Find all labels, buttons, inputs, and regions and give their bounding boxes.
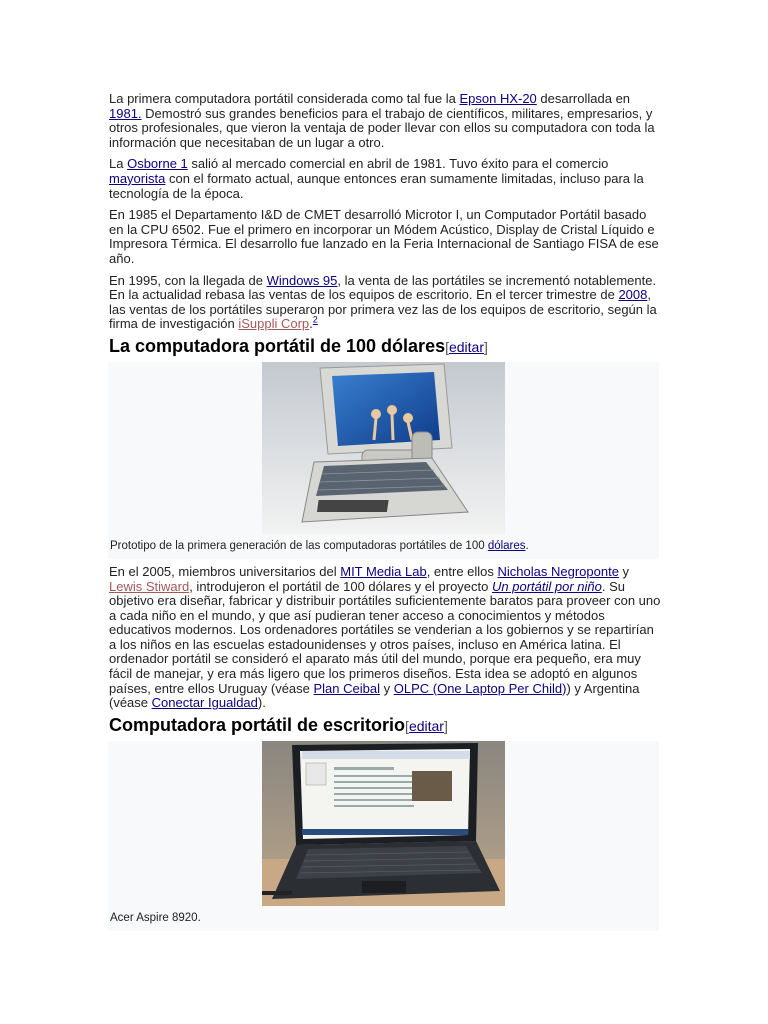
figure-olpc-prototype: [108, 362, 659, 559]
link-osborne-1[interactable]: Osborne 1: [127, 156, 188, 172]
text: con el formato actual, aunque entonces eran sumamente limitadas, incluso para la tecnología de la época.: [109, 170, 644, 201]
section-heading-escritorio: [109, 714, 661, 737]
text: , introdujeron el portátil de 100 dólares y el proyecto: [189, 578, 492, 594]
link-plan-ceibal[interactable]: Plan Ceibal: [313, 680, 380, 696]
text: .: [309, 316, 313, 332]
link-isuppli-corp[interactable]: iSuppli Corp: [238, 316, 310, 332]
link-windows-95[interactable]: Windows 95: [266, 272, 338, 288]
text: En 1985 el Departamento I&D de CMET desarrolló Microtor I, un Computador Portátil basado en la CPU 6502. Fue el primero en incorporar un Módem Acústico, Display de Cristal Líquido e Impresora Térmica. El desarrollo fue lanzado en la Feria Internacional de Santiago FISA de ese año.: [109, 207, 659, 266]
text: , la venta de las portátiles se incrementó notablemente. En la actualidad rebasa las ventas de los equipos de escritorio. En el tercer trimestre de: [109, 272, 657, 303]
bracket: [: [405, 717, 409, 734]
text: , entre ellos: [426, 563, 498, 579]
text: La primera computadora portátil considerada como tal fue la: [109, 91, 460, 106]
bracket: ]: [484, 338, 488, 355]
link-dolares[interactable]: dólares: [487, 539, 526, 552]
acer-laptop-picture: [262, 741, 505, 906]
text: y: [380, 680, 394, 696]
paragraph-5: [109, 565, 661, 711]
link-mit-media-lab[interactable]: MIT Media Lab: [340, 563, 427, 579]
caption-text: Prototipo de la primera generación de las computadoras portátiles de 100: [110, 539, 488, 552]
link-mayorista[interactable]: mayorista: [109, 170, 166, 186]
link-nicholas-negroponte[interactable]: Nicholas Negroponte: [497, 563, 619, 579]
figure-acer-aspire: [108, 741, 659, 931]
edit-section: [405, 718, 448, 734]
paragraph-1: [109, 92, 661, 150]
text: y: [618, 563, 630, 579]
edit-link[interactable]: editar: [408, 717, 444, 734]
paragraph-3: [109, 208, 661, 266]
text: En el 2005, miembros universitarios del: [109, 563, 341, 579]
text: desarrollada en: [536, 91, 631, 106]
heading-text: Computadora portátil de escritorio: [109, 714, 406, 735]
edit-link[interactable]: editar: [448, 338, 485, 355]
article-body: [109, 92, 661, 937]
caption-text: .: [525, 539, 529, 552]
link-un-portatil-por-nino[interactable]: Un portátil por niño: [492, 578, 602, 594]
figure-caption: [108, 534, 659, 559]
link-conectar-igualdad[interactable]: Conectar Igualdad: [151, 695, 258, 711]
link-olpc[interactable]: OLPC (One Laptop Per Child): [393, 680, 567, 696]
figure-caption: Acer Aspire 8920.: [110, 911, 201, 924]
bracket: [: [445, 338, 449, 355]
text: La: [109, 156, 128, 172]
text: ) y Argentina (véase: [109, 680, 640, 711]
acer-laptop-image[interactable]: [262, 741, 505, 906]
text: , las ventas de los portátiles superaron por primera vez las de los equipos de escritorio, según la firma de investigación: [109, 287, 657, 332]
text: Demostró sus grandes beneficios para el trabajo de científicos, militares, empresarios, y otros profesionales, que vieron la ventaja de poder llevar con ellos su computadora con toda la información que necesitaban de un lugar a otro.: [109, 105, 655, 150]
link-epson-hx20[interactable]: Epson HX-20: [459, 91, 537, 106]
link-1981[interactable]: 1981.: [109, 105, 142, 121]
text: ).: [257, 695, 266, 711]
text: salió al mercado comercial en abril de 1981. Tuvo éxito para el comercio: [187, 156, 609, 172]
text: . Su objetivo era diseñar, fabricar y distribuir portátiles suficientemente baratos para proveer con uno a cada niño en el mundo, y que así pudieran tener acceso a conocimientos y métodos educativos modernos. Los ordenadores portátiles se venderian a los gobiernos y se repartirían a los niños en las escuelas estadounidenses y otros países, incluso en América latina. El ordenador portátil se consideró el aparato más útil del mundo, porque era pequeño, era muy fácil de manejar, y era más ligero que los primeros diseños. Esta idea se adoptó en algunos países, entre ellos Uruguay (véase: [109, 578, 661, 696]
heading-text: La computadora portátil de 100 dólares: [109, 335, 446, 356]
bracket: ]: [443, 717, 448, 734]
olpc-laptop-image[interactable]: [262, 362, 505, 534]
link-2008[interactable]: 2008: [618, 287, 648, 303]
text: En 1995, con la llegada de: [109, 272, 267, 288]
paragraph-2: [109, 157, 661, 201]
paragraph-4: [109, 274, 661, 332]
link-lewis-stiward[interactable]: Lewis Stiward: [109, 578, 190, 594]
edit-section: [445, 339, 488, 355]
olpc-laptop-picture: [262, 362, 505, 534]
section-heading-100-dolares: [109, 335, 661, 358]
reference-2[interactable]: 2: [312, 314, 318, 325]
